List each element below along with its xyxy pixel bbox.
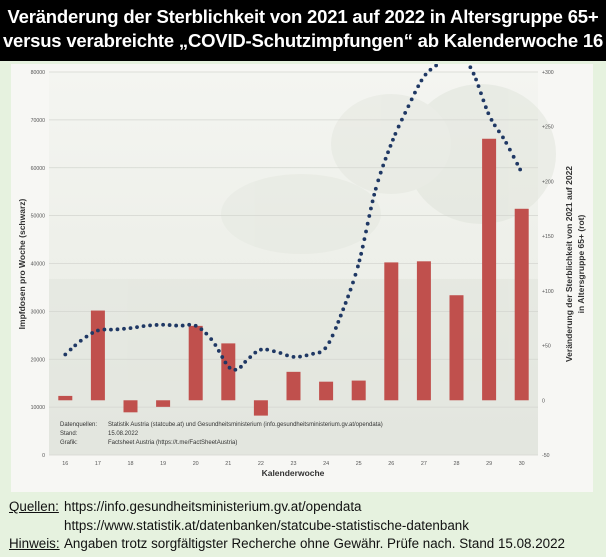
bar <box>287 372 301 400</box>
chart-area <box>11 64 593 492</box>
line-dot <box>259 348 263 352</box>
x-tick-label: 24 <box>323 461 330 467</box>
datenquellen-text: Statistik Austria (statcube.at) und Gesundheitsministerium (info.gesundheitsministerium.gv.at/opendata) <box>108 422 383 428</box>
line-dot <box>327 340 331 344</box>
hinweis-text: Angaben trotz sorgfältigster Recherche ohne Gewähr. Prüfe nach. Stand 15.08.2022 <box>64 536 565 551</box>
line-dot <box>369 207 373 211</box>
line-dot <box>253 351 257 355</box>
bar <box>254 400 268 415</box>
line-dot <box>363 237 367 241</box>
line-dot <box>334 326 338 330</box>
line-dot <box>501 135 505 139</box>
bar <box>482 139 496 401</box>
line-dot <box>481 98 485 102</box>
line-dot <box>468 65 472 69</box>
line-dot <box>479 91 483 95</box>
line-dot <box>497 129 501 133</box>
line-dot <box>285 353 289 357</box>
line-dot <box>434 64 438 67</box>
left-tick-label: 20000 <box>30 357 45 364</box>
title-bar <box>0 0 606 61</box>
line-dot <box>129 326 133 330</box>
line-dot <box>148 324 152 328</box>
line-dot <box>209 337 213 341</box>
x-tick-label: 26 <box>388 461 395 467</box>
line-dot <box>346 295 350 299</box>
left-axis-label: Impfdosen pro Woche (schwarz) <box>17 198 27 330</box>
line-dot <box>298 355 302 359</box>
left-tick-label: 70000 <box>30 117 45 124</box>
line-dot <box>349 288 353 292</box>
left-tick-label: 80000 <box>30 70 45 76</box>
line-dot <box>420 79 424 83</box>
line-dot <box>410 97 414 101</box>
x-tick-label: 23 <box>290 461 297 467</box>
line-dot <box>109 328 113 332</box>
x-tick-label: 27 <box>420 461 427 467</box>
bar <box>319 382 333 401</box>
line-dot <box>407 104 411 108</box>
line-dot <box>233 368 237 372</box>
line-dot <box>512 155 516 159</box>
bar <box>189 326 203 400</box>
line-dot <box>477 84 481 88</box>
footer-quellen-row-2 <box>9 517 599 536</box>
line-dot <box>361 245 365 249</box>
x-tick-label: 18 <box>127 461 134 467</box>
line-dot <box>371 199 375 203</box>
line-dot <box>358 259 362 263</box>
line-dot <box>374 187 378 191</box>
line-dot <box>336 320 340 324</box>
line-dot <box>63 353 67 357</box>
line-dot <box>339 314 343 318</box>
bar <box>450 295 464 400</box>
line-dot <box>318 351 322 355</box>
line-dot <box>341 307 345 311</box>
right-axis-label-2: in Altersgruppe 65+ (rot) <box>576 214 586 314</box>
grafik-label: Grafik: <box>60 440 78 446</box>
line-dot <box>384 157 388 161</box>
line-dot <box>381 164 385 168</box>
left-tick-label: 50000 <box>30 213 45 220</box>
line-dot <box>518 168 522 172</box>
line-dot <box>168 323 172 327</box>
left-tick-label: 30000 <box>30 309 45 316</box>
footer-hinweis-row <box>9 535 599 554</box>
line-dot <box>161 323 165 327</box>
line-dot <box>356 265 360 269</box>
x-tick-label: 17 <box>94 461 101 467</box>
right-axis-ticks <box>542 70 554 459</box>
line-dot <box>386 150 390 154</box>
line-dot <box>239 365 243 369</box>
x-axis-label: Kalenderwoche <box>261 468 325 478</box>
bar <box>417 261 431 400</box>
line-dot <box>429 68 433 72</box>
line-dot <box>424 73 428 77</box>
footer <box>9 498 599 554</box>
x-tick-label: 29 <box>486 461 493 467</box>
right-axis-label-1: Veränderung der Sterblichkeit von 2021 auf 2022 <box>564 165 574 363</box>
line-dot <box>364 230 368 234</box>
grafik-text: Factsheet Austria (https://t.me/FactSheetAustria) <box>108 440 238 446</box>
line-dot <box>292 355 296 359</box>
bar <box>124 400 138 412</box>
line-dot <box>116 327 120 331</box>
quellen-link-1[interactable]: https://info.gesundheitsministerium.gv.at/opendata <box>64 499 362 514</box>
line-dot <box>323 346 327 350</box>
right-tick-label: -50 <box>542 453 550 459</box>
bar <box>91 311 105 401</box>
line-dot <box>400 118 404 122</box>
left-tick-label: 0 <box>42 453 45 459</box>
line-dot <box>486 111 490 115</box>
x-tick-label: 22 <box>257 461 264 467</box>
line-dot <box>472 72 476 76</box>
stand-label: Stand: <box>60 431 78 437</box>
hinweis-label: Hinweis: <box>9 536 60 551</box>
line-dot <box>217 349 221 353</box>
right-tick-label: +50 <box>542 343 551 350</box>
line-dot <box>181 324 185 328</box>
line-dot <box>96 329 100 333</box>
right-tick-label: +100 <box>542 288 554 295</box>
line-dot <box>344 301 348 305</box>
x-tick-label: 21 <box>225 461 232 467</box>
line-dot <box>311 352 315 356</box>
line-dot <box>504 141 508 145</box>
right-tick-label: +300 <box>542 70 554 76</box>
line-dot <box>367 214 371 218</box>
chart-svg <box>11 64 593 492</box>
line-dot <box>354 273 358 277</box>
line-dot <box>351 281 355 285</box>
line-dot <box>391 138 395 142</box>
line-dot <box>397 125 401 129</box>
left-tick-label: 10000 <box>30 405 45 412</box>
line-dot <box>122 327 126 331</box>
x-axis-ticks <box>62 461 524 467</box>
line-dot <box>187 323 191 327</box>
line-dot <box>474 78 478 82</box>
line-dot <box>90 331 94 335</box>
x-tick-label: 25 <box>355 461 362 467</box>
line-dot <box>224 361 228 365</box>
left-tick-label: 40000 <box>30 261 45 268</box>
bar <box>58 396 72 400</box>
line-dot <box>515 162 519 166</box>
line-dot <box>85 335 89 339</box>
line-dot <box>228 366 232 370</box>
line-dot <box>265 348 269 352</box>
line-dot <box>103 328 107 332</box>
bar <box>156 400 170 407</box>
left-axis-ticks <box>31 70 46 459</box>
right-tick-label: +150 <box>542 234 554 241</box>
line-dot <box>69 348 73 352</box>
line-dot <box>376 178 380 182</box>
x-tick-label: 20 <box>192 461 199 467</box>
line-dot <box>366 222 370 226</box>
bar <box>352 381 366 401</box>
line-dot <box>279 351 283 355</box>
line-dot <box>372 193 376 197</box>
line-dot <box>213 343 217 347</box>
x-tick-label: 30 <box>518 461 525 467</box>
line-dot <box>331 334 335 338</box>
line-dot <box>393 132 397 136</box>
stand-text: 15.08.2022 <box>108 431 139 437</box>
line-dot <box>135 325 139 329</box>
x-tick-label: 16 <box>62 461 69 467</box>
right-tick-label: 0 <box>542 398 545 405</box>
line-dot <box>248 355 252 359</box>
line-dot <box>174 324 178 328</box>
quellen-link-2[interactable]: https://www.statistik.at/datenbanken/statcube-statistische-datenbank <box>64 517 469 533</box>
line-dot <box>413 91 417 95</box>
line-dot <box>272 349 276 353</box>
line-dot <box>305 353 309 357</box>
title-line-2: versus verabreichte „COVID-Schutzimpfungen“ ab Kalenderwoche 16 <box>2 30 604 51</box>
x-tick-label: 19 <box>160 461 167 467</box>
bar <box>221 343 235 400</box>
line-dot <box>200 327 204 331</box>
line-dot <box>490 118 494 122</box>
line-dot <box>403 111 407 115</box>
x-tick-label: 28 <box>453 461 460 467</box>
line-dot <box>73 343 77 347</box>
datenquellen-label: Datenquellen: <box>60 422 98 428</box>
right-tick-label: +250 <box>542 124 554 131</box>
right-tick-label: +200 <box>542 179 554 186</box>
line-dot <box>484 105 488 109</box>
line-dot <box>379 171 383 175</box>
footer-quellen-row <box>9 498 599 517</box>
bar <box>515 209 529 400</box>
line-dot <box>194 324 198 328</box>
line-dot <box>204 332 208 336</box>
line-dot <box>389 144 393 148</box>
line-dot <box>416 84 420 88</box>
line-dot <box>493 123 497 127</box>
title-line-1: Veränderung der Sterblichkeit von 2021 auf 2022 in Altersgruppe 65+ <box>7 6 599 27</box>
line-dot <box>243 360 247 364</box>
bar <box>384 262 398 400</box>
line-dot <box>142 324 146 328</box>
quellen-label: Quellen: <box>9 499 59 514</box>
line-dot <box>220 355 224 359</box>
line-dot <box>508 148 512 152</box>
spacer <box>9 517 64 536</box>
line-dot <box>155 323 159 327</box>
left-tick-label: 60000 <box>30 165 45 172</box>
line-dot <box>359 252 363 256</box>
line-dot <box>79 339 83 343</box>
